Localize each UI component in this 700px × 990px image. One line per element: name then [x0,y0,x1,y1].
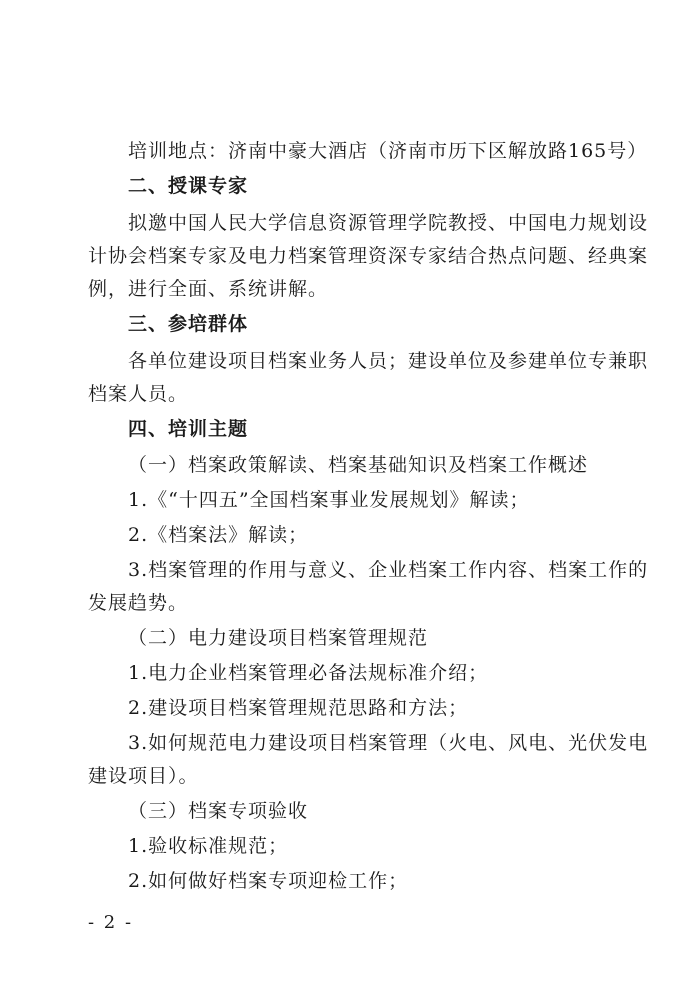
list-item: 2.《档案法》解读； [128,524,309,547]
list-item: 2.如何做好档案专项迎检工作； [128,870,409,892]
list-item: 1.电力企业档案管理必备法规标准介绍； [128,662,489,685]
subsection-heading: （二）电力建设项目档案管理规范 [128,627,429,650]
paragraph-line: 档案人员。 [88,382,189,405]
page-number: - 2 - [88,912,134,933]
paragraph-line: 计协会档案专家及电力档案管理资深专家结合热点问题、经典案 [88,244,649,267]
section-heading-topics: 四、培训主题 [128,417,249,440]
section-heading-experts: 二、授课专家 [128,174,249,197]
subsection-heading: （一）档案政策解读、档案基础知识及档案工作概述 [128,454,589,477]
paragraph-line: 拟邀中国人民大学信息资源管理学院教授、中国电力规划设 [128,211,649,234]
list-item-continuation: 建设项目）。 [88,765,199,788]
section-heading-participants: 三、参培群体 [128,312,249,335]
list-item: 1.《“十四五”全国档案事业发展规划》解读； [128,489,530,512]
paragraph-line: 例，进行全面、系统讲解。 [88,278,329,300]
list-item: 3.如何规范电力建设项目档案管理（火电、风电、光伏发电 [128,732,649,754]
list-item-continuation: 发展趋势。 [88,592,189,615]
list-item: 1.验收标准规范； [128,835,289,858]
subsection-heading: （三）档案专项验收 [128,800,309,823]
list-item: 2.建设项目档案管理规范思路和方法； [128,697,469,720]
paragraph-line: 各单位建设项目档案业务人员；建设单位及参建单位专兼职 [128,349,649,372]
list-item: 3.档案管理的作用与意义、企业档案工作内容、档案工作的 [128,559,649,581]
training-location-line: 培训地点：济南中豪大酒店（济南市历下区解放路165号） [128,140,648,162]
